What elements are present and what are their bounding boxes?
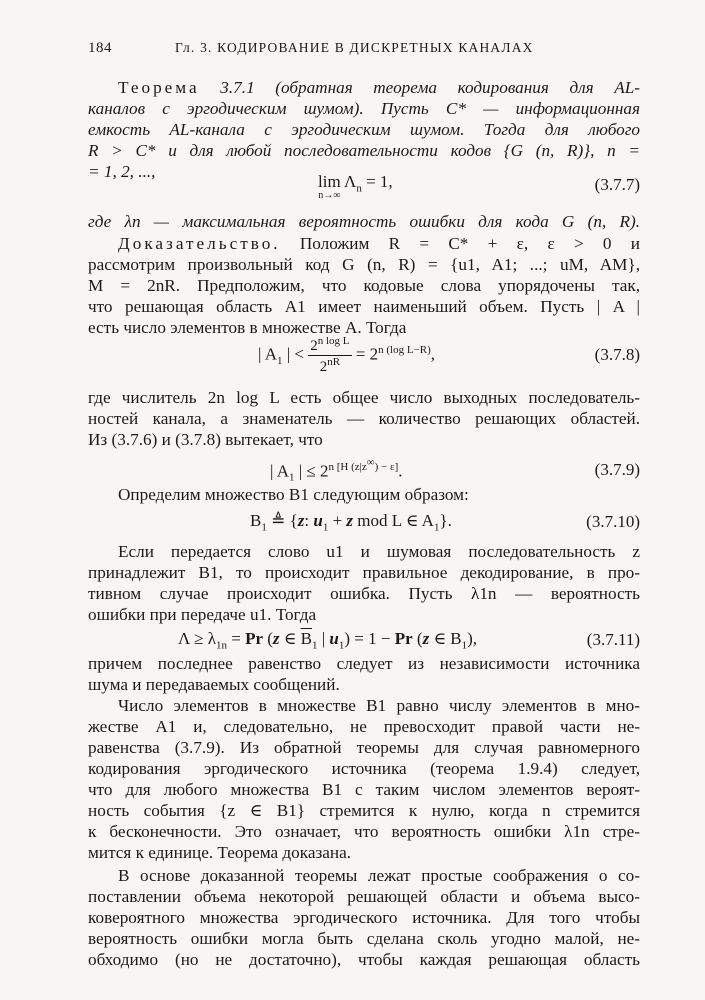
text-line: ностей канала, а знаменатель — количество решающих областей. (88, 409, 640, 428)
equation-3-7-10: $B_1$ ≜ {z: $u_1 + z$ mod L ∈ $A_1$}. (250, 511, 452, 534)
text-line: обходимо (но не достаточно), чтобы каждая решающая область (88, 950, 640, 969)
theorem-heading: Теорема 3.7.1 (обратная теорема кодирования для AL- (118, 78, 641, 97)
text-line: поставлении объема некоторой решающей области и объема высо- (88, 887, 640, 906)
equation-number: (3.7.8) (594, 345, 640, 364)
text-line: что решающая область A1 имеет наименьший объем. Пусть | A | (88, 297, 640, 316)
equation-number: (3.7.11) (586, 630, 640, 649)
text-line: жестве A1 и, следовательно, не превосходит правой части не- (88, 717, 640, 736)
text-line: к бесконечности. Это означает, что вероятность ошибки λ1n стре- (88, 822, 640, 841)
text-line: принадлежит B1, то происходит правильное декодирование, в про- (88, 563, 640, 582)
text-line: емкость AL-канала с эргодическим шумом. Тогда для любого (88, 120, 640, 139)
text-line: есть число элементов в множестве A. Тогда (88, 318, 407, 337)
text-line: ковероятного множества эргодического источника. Для того чтобы (88, 908, 640, 927)
equation-number: (3.7.9) (594, 460, 640, 479)
text-line: шума и передаваемых сообщений. (88, 675, 340, 694)
text-line: где λn — максимальная вероятность ошибки для кода G (n, R). (88, 212, 640, 231)
text-line: = 1, 2, ..., (88, 162, 156, 181)
text-line: вероятность ошибки могла быть сделана сколь угодно малой, не- (88, 929, 640, 948)
text-line: мится к единице. Теорема доказана. (88, 843, 352, 862)
text-line: кодирования эргодического источника (теорема 1.9.4) следует, (88, 759, 640, 778)
text-line: равенства (3.7.9). Из обратной теоремы для случая равномерного (88, 738, 640, 757)
equation-number: (3.7.7) (594, 175, 640, 194)
text-line: Определим множество B1 следующим образом: (118, 485, 469, 504)
text-line: Из (3.7.6) и (3.7.8) вытекает, что (88, 430, 323, 449)
text-line: причем последнее равенство следует из независимости источника (88, 654, 640, 673)
text-line: что для любого множества B1 с таким числом элементов вероят- (88, 780, 640, 799)
equation-number: (3.7.10) (586, 512, 640, 531)
equation-3-7-7: lim n→∞ $\Lambda_n = 1$, (318, 172, 393, 201)
equation-3-7-11: $\Lambda \ge \lambda_{1n} = Pr$ (z ∈ $\overline{B}_1$ | $u_1) = 1 - Pr$ (z ∈ $B_1$), (178, 629, 478, 652)
text-line: где числитель 2n log L есть общее число выходных последователь- (88, 388, 640, 407)
proof-heading: Доказательство. Положим R = C* + ε, ε > 0 и (118, 234, 640, 253)
text-line: Если передается слово u1 и шумовая последовательность z (118, 542, 640, 561)
text-line: R > C* и для любой последовательности кодов {G (n, R)}, n = (88, 141, 640, 160)
page-number: 184 (88, 40, 112, 56)
text-line: рассмотрим произвольный код G (n, R) = {u1, A1; ...; uM, AM}, (88, 255, 640, 274)
text-line: каналов с эргодическим шумом). Пусть C* — информационная (88, 99, 640, 118)
running-title: Гл. 3. КОДИРОВАНИЕ В ДИСКРЕТНЫХ КАНАЛАХ (175, 40, 534, 55)
equation-3-7-8: | $A_1$ | < $\frac{2^{n log L}}{2^{nR}}$ = $2^{n (log L-R)}$, (258, 335, 436, 375)
text-line: В основе доказанной теоремы лежат простые соображения о со- (118, 866, 640, 885)
text-line: Число элементов в множестве B1 равно числу элементов в мно- (118, 696, 640, 715)
text-line: ошибки при передаче u1. Тогда (88, 605, 317, 624)
equation-3-7-9: | $A_1$ | ≤ $2^{n [H (z|z^\infty) - \varepsilon]}$. (270, 456, 403, 484)
text-line: M = 2nR. Предположим, что кодовые слова упорядочены так, (88, 276, 640, 295)
text-line: ность события {z ∈ B1} стремится к нулю, когда n стремится (88, 801, 640, 820)
text-line: тивном случае происходит ошибка. Пусть λ1n — вероятность (88, 584, 640, 603)
